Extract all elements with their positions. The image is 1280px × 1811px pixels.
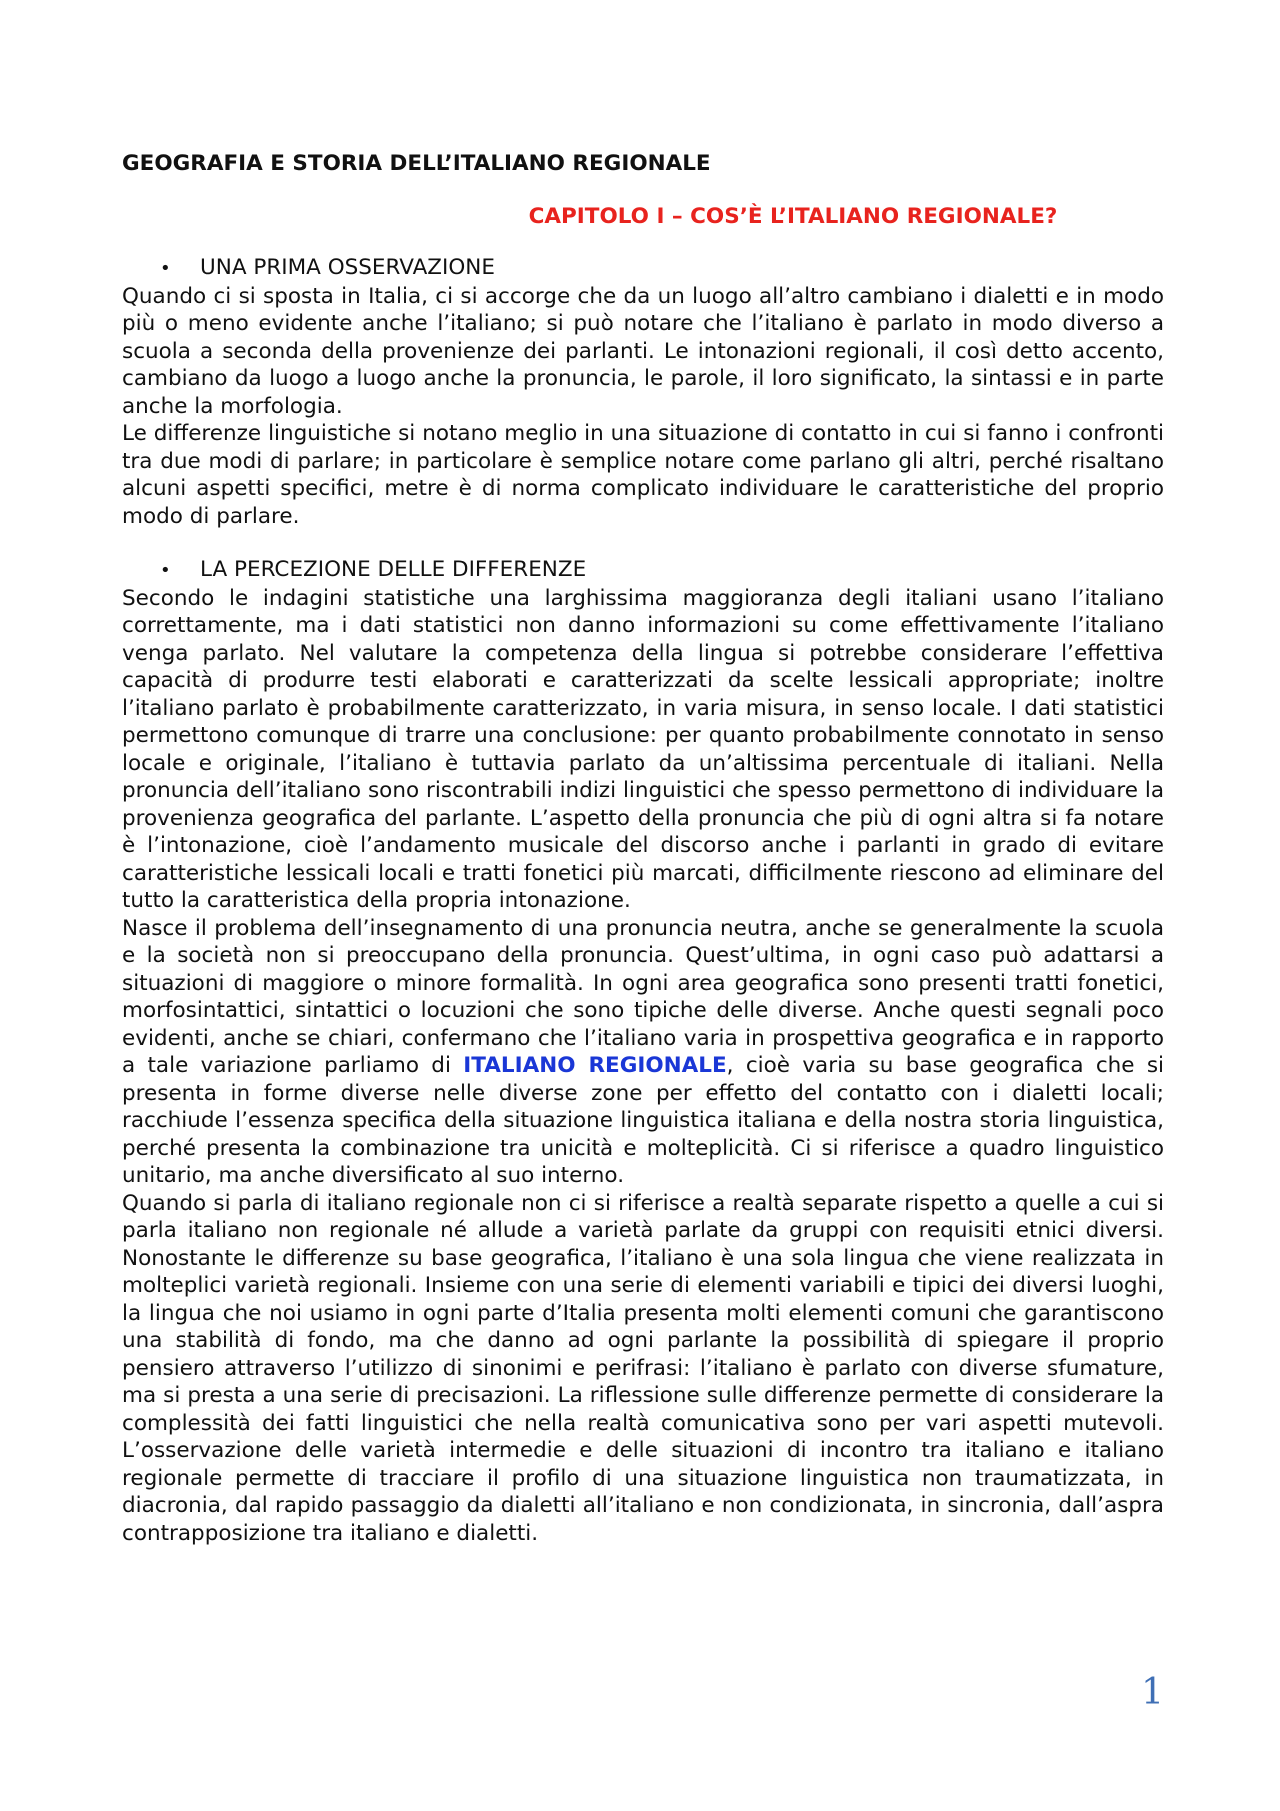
bullet-icon: • — [160, 560, 171, 581]
section-heading-1 — [122, 254, 1164, 283]
section-heading-2 — [122, 556, 1164, 585]
section-heading-label: LA PERCEZIONE DELLE DIFFERENZE — [200, 557, 587, 582]
paragraph: Quando si parla di italiano regionale non ci si riferisce a realtà separate rispetto a quelle a cui si parla italiano non regionale né allude a varietà parlate da gruppi con requisiti etnici diversi. Nonostante le differenze su base geografica, l’italiano è una sola lingua che viene realizzata in molteplici varietà regionali. Insieme con una serie di elementi variabili e tipici dei diversi luoghi, la lingua che noi usiamo in ogni parte d’Italia presenta molti elementi comuni che garantiscono una stabilità di fondo, ma che danno ad ogni parlante la possibilità di spiegare il proprio pensiero attraverso l’utilizzo di sinonimi e perifrasi: l’italiano è parlato con diverse sfumature, ma si presta a una serie di precisazioni. La riflessione sulle differenze permette di considerare la complessità dei fatti linguistici che nella realtà comunicativa sono per vari aspetti mutevoli. L’osservazione delle varietà intermedie e delle situazioni di incontro tra italiano e italiano regionale permette di tracciare il profilo di una situazione linguistica non traumatizzata, in diacronia, dal rapido passaggio da dialetti all’italiano e non condizionata, in sincronia, dall’aspra contrapposizione tra italiano e dialetti. — [122, 1190, 1164, 1546]
document-title: GEOGRAFIA E STORIA DELL’ITALIANO REGIONALE — [122, 151, 711, 176]
paragraph: Secondo le indagini statistiche una larghissima maggioranza degli italiani usano l’italiano correttamente, ma i dati statistici non danno informazioni su come effettivamente l’italiano venga parlato. Nel valutare la competenza della lingua si potrebbe considerare l’effettiva capacità di produrre testi elaborati e caratterizzati da scelte lessicali appropriate; inoltre l’italiano parlato è probabilmente caratterizzato, in varia misura, in senso locale. I dati statistici permettono comunque di trarre una conclusione: per quanto probabilmente connotato in senso locale e originale, l’italiano è tuttavia parlato da un’altissima percentuale di italiani. Nella pronuncia dell’italiano sono riscontrabili indizi linguistici che spesso permettono di individuare la provenienza geografica del parlante. L’aspetto della pronuncia che più di ogni altra si fa notare è l’intonazione, cioè l’andamento musicale del discorso anche i parlanti in grado di evitare caratteristiche lessicali locali e tratti fonetici più marcati, difficilmente riescono ad eliminare del tutto la caratteristica della propria intonazione. — [122, 585, 1164, 913]
section-heading-label: UNA PRIMA OSSERVAZIONE — [200, 255, 495, 280]
spacer — [122, 530, 1164, 556]
paragraph-text: Nasce il problema dell’insegnamento di una pronuncia neutra, anche se generalmente la scuola e la società non si preoccupano della pronuncia. Quest’ultima, in ogni caso può adattarsi a situazioni di maggiore o minore formalità. In ogni area geografica sono presenti tratti fonetici, morfosintattici, sintattici o locuzioni che sono tipiche delle diverse. Anche questi segnali poco evidenti, anche se chiari, confermano che l’italiano varia in prospettiva geografica e in rapporto a tale variazione parliamo di — [122, 915, 1164, 1078]
bullet-icon: • — [160, 258, 171, 279]
chapter-heading: CAPITOLO I – COS’È L’ITALIANO REGIONALE? — [528, 203, 1058, 229]
paragraph: Quando ci si sposta in Italia, ci si accorge che da un luogo all’altro cambiano i dialetti e in modo più o meno evidente anche l’italiano; si può notare che l’italiano è parlato in modo diverso a scuola a seconda della provenienze dei parlanti. Le intonazioni regionali, il così detto accento, cambiano da luogo a luogo anche la pronuncia, le parole, il loro significato, la sintassi e in parte anche la morfologia. — [122, 283, 1164, 419]
paragraph: Le differenze linguistiche si notano meglio in una situazione di contatto in cui si fanno i confronti tra due modi di parlare; in particolare è semplice notare come parlano gli altri, perché risaltano alcuni aspetti specifici, metre è di norma complicato individuare le caratteristiche del proprio modo di parlare. — [122, 421, 1164, 529]
paragraph-text: , cioè varia su base geografica che si presenta in forme diverse nelle diverse zone per effetto del contatto con i dialetti locali; racchiude l’essenza specifica della situazione linguistica italiana e della nostra storia linguistica, perché presenta la combinazione tra unicità e molteplicità. Ci si riferisce a quadro linguistico unitario, ma anche diversificato al suo interno. — [122, 1053, 1164, 1188]
page-number: 1 — [1141, 1672, 1164, 1713]
document-page — [122, 150, 1164, 1547]
paragraph — [122, 915, 1164, 1190]
highlighted-term: ITALIANO REGIONALE — [463, 1053, 727, 1078]
